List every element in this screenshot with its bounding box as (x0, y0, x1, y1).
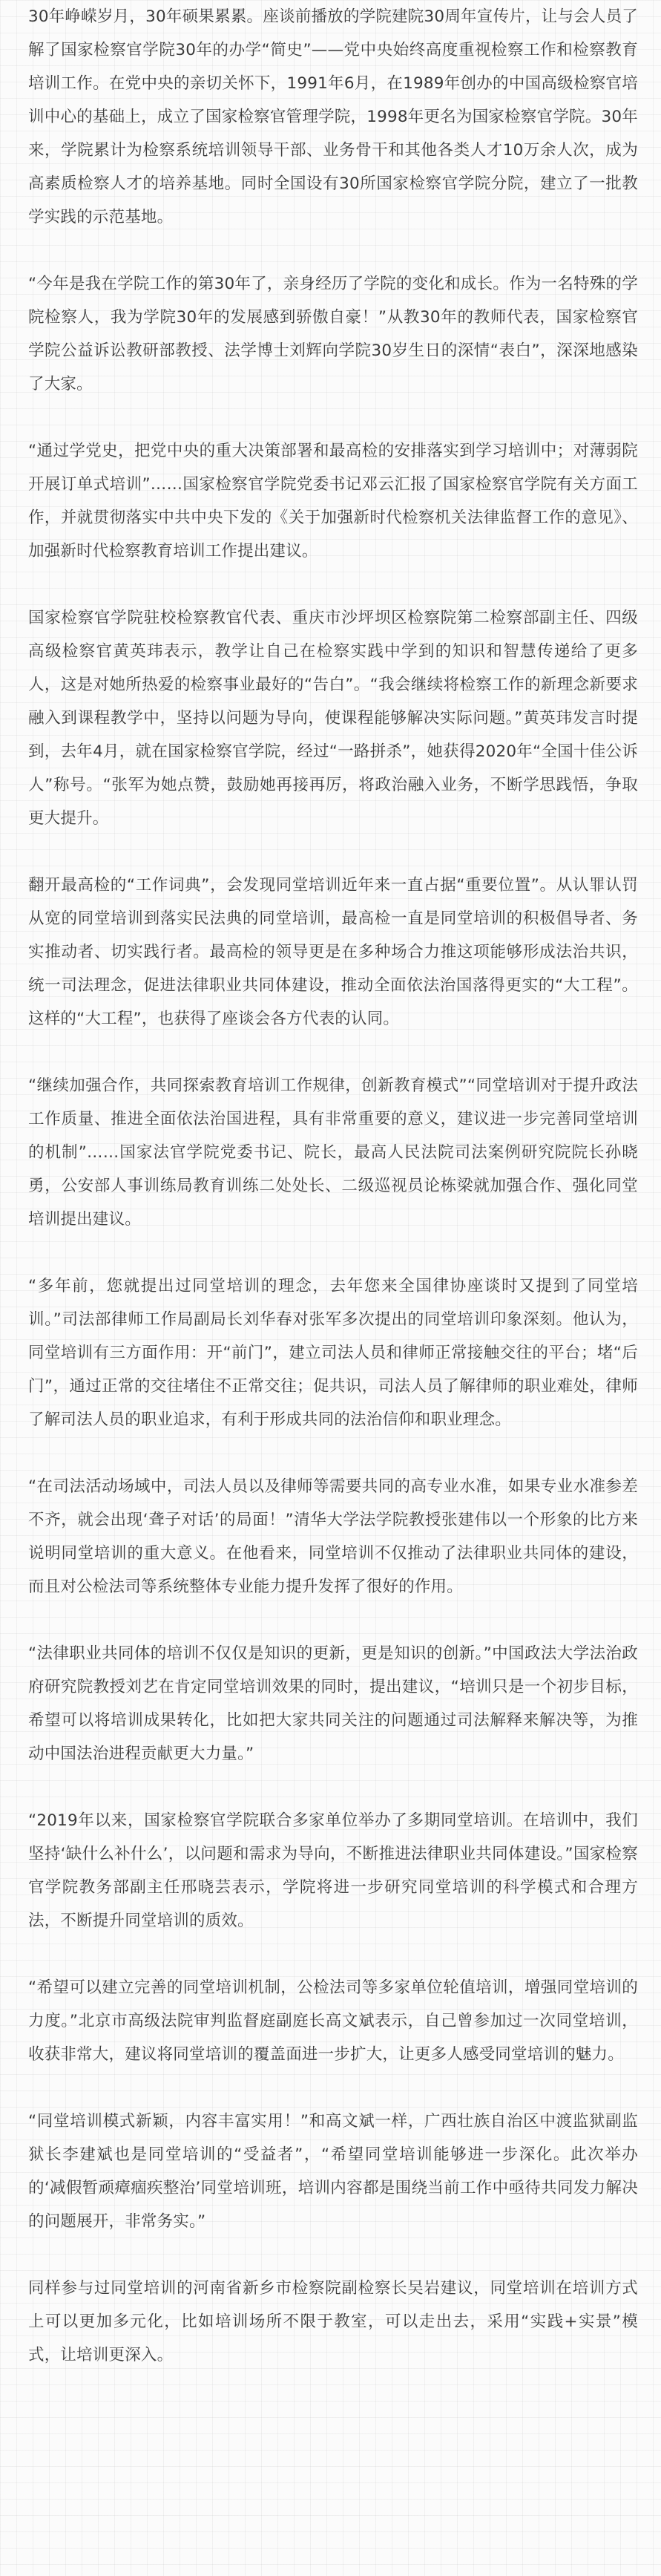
paragraph-spacer (28, 568, 638, 601)
paragraph-spacer (28, 1036, 638, 1069)
article-paragraph: “在司法活动场域中，司法人员以及律师等需要共同的高专业水准，如果专业水准参差不齐，就会出现‘聋子对话’的局面！”清华大学法学院教授张建伟以一个形象的比方来说明同堂培训的重大意义。在他看来，同堂培训不仅推动了法律职业共同体的建设，而且对公检法司等系统整体专业能力提升发挥了很好的作用。 (28, 1477, 638, 1596)
paragraph-spacer (28, 1436, 638, 1470)
article-paragraph: 30年峥嵘岁月，30年硕果累累。座谈前播放的学院建院30周年宣传片，让与会人员了解了国家检察官学院30年的办学“简史”——党中央始终高度重视检察工作和检察教育培训工作。在党中央的亲切关怀下，1991年6月，在1989年创办的中国高级检察官培训中心的基础上，成立了国家检察官管理学院，1998年更名为国家检察官学院。30年来，学院累计为检察系统培训领导干部、业务骨干和其他各类人才10万余人次，成为高素质检察人才的培养基地。同时全国设有30所国家检察官学院分院，建立了一批教学实践的示范基地。 (28, 7, 638, 226)
article-paragraph: “同堂培训模式新颖，内容丰富实用！”和高文斌一样，广西壮族自治区中渡监狱副监狱长李建斌也是同堂培训的“受益者”，“希望同堂培训能够进一步深化。此次举办的‘减假暂顽瘴痼疾整治’同堂培训班，培训内容都是围绕当前工作中亟待共同发力解决的问题展开，非常务实。” (28, 2112, 638, 2231)
paragraph-spacer (28, 234, 638, 267)
article-paragraph: “继续加强合作，共同探索教育培训工作规律，创新教育模式”“同堂培训对于提升政法工作质量、推进全面依法治国进程，具有非常重要的意义，建议进一步完善同堂培训的机制”……国家法官学院党委书记、院长，最高人民法院司法案例研究院院长孙晓勇，公安部人事训练局教育训练二处处长、二级巡视员论栋梁就加强合作、强化同堂培训提出建议。 (28, 1076, 638, 1229)
paragraph-spacer (28, 2238, 638, 2272)
paragraph-spacer (28, 1236, 638, 1269)
article-body (28, 0, 638, 2454)
article-paragraph: “多年前，您就提出过同堂培训的理念，去年您来全国律协座谈时又提到了同堂培训。”司法部律师工作局副局长刘华春对张军多次提出的同堂培训印象深刻。他认为，同堂培训有三方面作用：开“前门”，建立司法人员和律师正常接触交往的平台；堵“后门”，通过正常的交往堵住不正常交往；促共识，司法人员了解律师的职业难处，律师了解司法人员的职业追求，有利于形成共同的法治信仰和职业理念。 (28, 1277, 638, 1429)
article-paragraph: “希望可以建立完善的同堂培训机制，公检法司等多家单位轮值培训，增强同堂培训的力度。”北京市高级法院审判监督庭副庭长高文斌表示，自己曾参加过一次同堂培训，收获非常大，建议将同堂培训的覆盖面进一步扩大，让更多人感受同堂培训的魅力。 (28, 1978, 638, 2064)
paragraph-spacer (28, 1604, 638, 1637)
paragraph-spacer (28, 1938, 638, 1971)
article-paragraph: “法律职业共同体的培训不仅仅是知识的更新，更是知识的创新。”中国政法大学法治政府研究院教授刘艺在肯定同堂培训效果的同时，提出建议，“培训只是一个初步目标，希望可以将培训成果转化，比如把大家共同关注的问题通过司法解释来解决等，为推动中国法治进程贡献更大力量。” (28, 1644, 638, 1763)
paragraph-spacer (28, 2071, 638, 2105)
paragraph-spacer (28, 401, 638, 434)
article-paragraph: 翻开最高检的“工作词典”，会发现同堂培训近年来一直占据“重要位置”。从认罪认罚从宽的同堂培训到落实民法典的同堂培训，最高检一直是同堂培训的积极倡导者、务实推动者、切实践行者。最高检的领导更是在多种场合力推这项能够形成法治共识，统一司法理念，促进法律职业共同体建设，推动全面依法治国落得更实的“大工程”。这样的“大工程”，也获得了座谈会各方代表的认同。 (28, 876, 638, 1028)
paragraph-spacer (28, 835, 638, 869)
article-paragraph: 同样参与过同堂培训的河南省新乡市检察院副检察长吴岩建议，同堂培训在培训方式上可以更加多元化，比如培训场所不限于教室，可以走出去，采用“实践+实景”模式，让培训更深入。 (28, 2279, 638, 2364)
paragraph-spacer (28, 1771, 638, 1804)
bottom-spacer (28, 2372, 638, 2454)
article-paragraph: “通过学党史，把党中央的重大决策部署和最高检的安排落实到学习培训中；对薄弱院开展订单式培训”……国家检察官学院党委书记邓云汇报了国家检察官学院有关方面工作，并就贯彻落实中共中央下发的《关于加强新时代检察机关法律监督工作的意见》、加强新时代检察教育培训工作提出建议。 (28, 442, 638, 560)
article-paragraph: 国家检察官学院驻校检察教官代表、重庆市沙坪坝区检察院第二检察部副主任、四级高级检察官黄英玮表示，教学让自己在检察实践中学到的知识和智慧传递给了更多人，这是对她所热爱的检察事业最好的“告白”。“我会继续将检察工作的新理念新要求融入到课程教学中，坚持以问题为导向，使课程能够解决实际问题。”黄英玮发言时提到，去年4月，就在国家检察官学院，经过“一路拼杀”，她获得2020年“全国十佳公诉人”称号。“张军为她点赞，鼓励她再接再厉，将政治融入业务，不断学思践悟，争取更大提升。 (28, 609, 638, 828)
article-paragraph: “今年是我在学院工作的第30年了，亲身经历了学院的变化和成长。作为一名特殊的学院检察人，我为学院30年的发展感到骄傲自豪！”从教30年的教师代表，国家检察官学院公益诉讼教研部教授、法学博士刘辉向学院30岁生日的深情“表白”，深深地感染了大家。 (28, 275, 638, 393)
article-paragraph: “2019年以来，国家检察官学院联合多家单位举办了多期同堂培训。在培训中，我们坚持‘缺什么补什么’，以问题和需求为导向，不断推进法律职业共同体建设。”国家检察官学院教务部副主任邢晓芸表示，学院将进一步研究同堂培训的科学模式和合理方法，不断提升同堂培训的质效。 (28, 1811, 638, 1930)
